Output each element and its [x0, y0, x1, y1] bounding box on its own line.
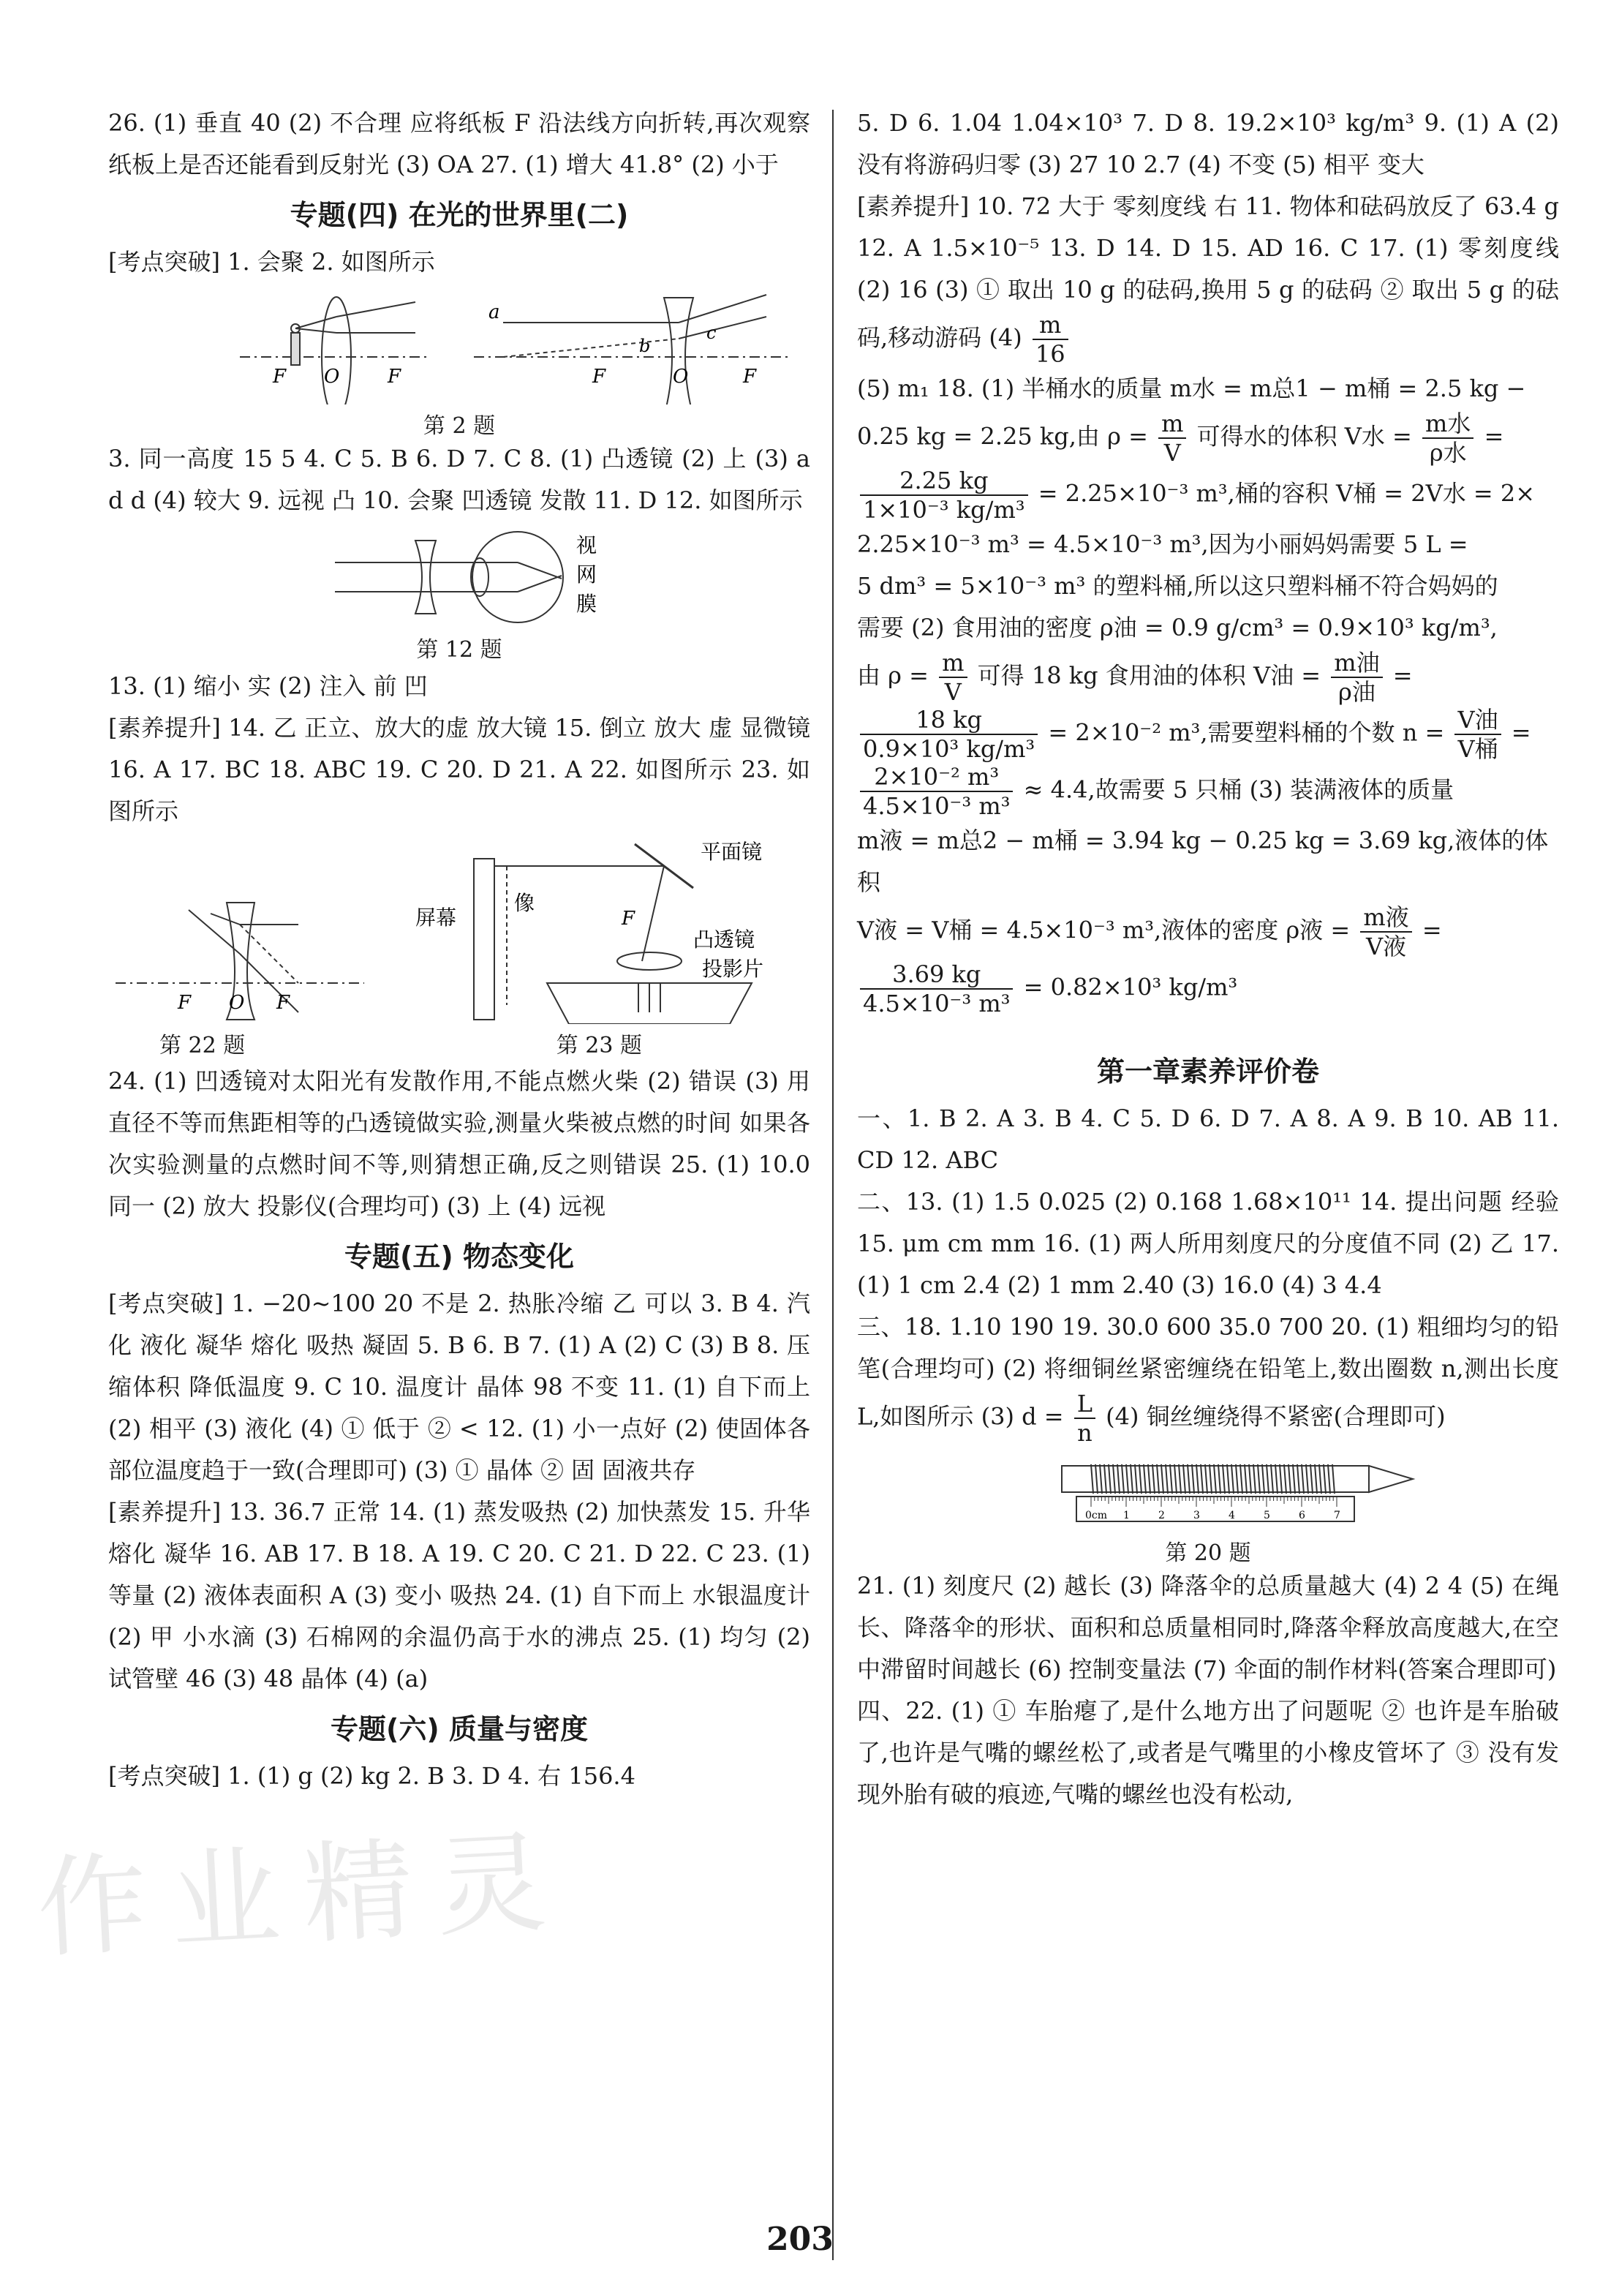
chapter-1-title: 第一章素养评价卷 [1096, 1055, 1319, 1088]
fig23-image-label: 像 [514, 891, 535, 915]
ruler-label: 5 [1264, 1510, 1270, 1521]
svg-text:F: F [592, 366, 606, 388]
fig12-retina-label-3: 膜 [576, 592, 597, 616]
svg-text:F: F [276, 992, 290, 1014]
svg-text:F: F [178, 992, 192, 1014]
chapter-1-part-3: 三、18. 1.10 190 19. 30.0 600 35.0 700 20. (1) 粗细均匀的铅笔(合理均可) (2) 将细铜丝紧密缠绕在铅笔上,数出圈数 n,测出长度 L,如图所示 (3) d = $\frac{L}{n}$ (4) 铜丝缠绕得不紧密(合理即可) [857, 1313, 1559, 1447]
ruler-label: 1 [1123, 1510, 1130, 1521]
calc-line-11: V液 = V桶 = 4.5×10⁻³ m³,液体的密度 ρ液 = $\frac{\text{m液}}{\text{V液}}$ = [857, 903, 1442, 960]
section-4-key-points: [考点突破] 1. 会聚 2. 如图所示 [108, 248, 435, 276]
improvement-text: [素养提升] 10. 72 大于 零刻度线 右 11. 物体和砝码放反了 63.4 g 12. A 1.5×10⁻⁵ 13. D 14. D 15. AD 16. C 17. (1) 零刻度线 (2) 16 (3) ① 取出 10 g 的砝码,换用 5 g 的砝码 ② 取出 5 g 的砝码,移动游码 (4) [857, 192, 1559, 352]
figures-22-23 [108, 837, 810, 1056]
svg-text:F: F [273, 366, 287, 388]
answers-24-25: 24. (1) 凹透镜对太阳光有发散作用,不能点燃火柴 (2) 错误 (3) 用直径不等而焦距相等的凸透镜做实验,测量火柴被点燃的时间 如果各次实验测量的点燃时间不等,则猜想正确,反之则错误 25. (1) 10.0 同一 (2) 放大 投影仪(合理均可) (3) 上 (4) 远视 [108, 1067, 810, 1220]
section-6-title: 专题(六) 质量与密度 [331, 1713, 588, 1745]
calc-line-12: $\frac{3.69 kg}{\text{4.5×10⁻³ m³}}$ = 0.82×10³ kg/m³ [857, 960, 1559, 1017]
calc-line-5: 5 dm³ = 5×10⁻³ m³ 的塑料桶,所以这只塑料桶不符合妈妈的 [857, 572, 1498, 600]
answers-3-12: 3. 同一高度 15 5 4. C 5. B 6. D 7. C 8. (1) 凸透镜 (2) 上 (3) a d d (4) 较大 9. 远视 凸 10. 会聚 凹透镜 发散 11. D 12. 如图所示 [108, 445, 810, 514]
watermark: 作业精灵 [34, 1818, 573, 1973]
svg-text:a: a [488, 301, 500, 323]
ruler-label: 3 [1193, 1510, 1200, 1521]
fig12-retina-label-1: 视 [576, 533, 597, 557]
figure-2 [108, 287, 810, 439]
ruler-label: 2 [1158, 1510, 1165, 1521]
fig23-screen-label: 屏幕 [415, 906, 457, 930]
answer-21: 21. (1) 刻度尺 (2) 越长 (3) 降落伞的总质量越大 (4) 2 4 (5) 在绳长、降落伞的形状、面积和总质量相同时,降落伞释放高度越大,在空中滞留时间越长 (6) 控制变量法 (7) 伞面的制作材料(答案合理即可) [857, 1572, 1559, 1683]
ruler-label: 6 [1299, 1510, 1305, 1521]
svg-text:O: O [229, 992, 245, 1014]
fig12-retina-label-2: 网 [576, 562, 597, 587]
chapter-1-part-1: 一、1. B 2. A 3. B 4. C 5. D 6. D 7. A 8. A 9. B 10. AB 11. CD 12. ABC [857, 1104, 1559, 1174]
page-number: 203 [766, 2221, 834, 2258]
section-5-improvement: [素养提升] 13. 36.7 正常 14. (1) 蒸发吸热 (2) 加快蒸发 15. 升华 熔化 凝华 16. AB 17. B 18. A 19. C 20. C 21. D 22. C 23. (1) 等量 (2) 液体表面积 A (3) 变小 吸热 24. (1) 自下而上 水银温度计 (2) 甲 小水滴 (3) 石棉网的余温仍高于水的沸点 25. (1) 均匀 (2) 试管壁 46 (3) 48 晶体 (4) (a) [108, 1498, 810, 1693]
section-4-title: 专题(四) 在光的世界里(二) [290, 199, 629, 231]
calc-line-6: 需要 (2) 食用油的密度 ρ油 = 0.9 g/cm³ = 0.9×10³ kg/m³, [857, 614, 1498, 641]
calc-line-4: 2.25×10⁻³ m³ = 4.5×10⁻³ m³,因为小丽妈妈需要 5 L = [857, 530, 1468, 558]
section-6-key-points: [考点突破] 1. (1) g (2) kg 2. B 3. D 4. 右 156.4 [108, 1762, 635, 1790]
column-divider [832, 110, 834, 2260]
svg-text:F: F [622, 908, 635, 930]
calc-line-1: (5) m₁ 18. (1) 半桶水的质量 m水 = m总1 − m桶 = 2.5 kg − [857, 374, 1526, 402]
figure-20-caption: 第 20 题 [1165, 1540, 1251, 1566]
ruler-label: 7 [1334, 1510, 1340, 1521]
chapter-1-part-2: 二、13. (1) 1.5 0.025 (2) 0.168 1.68×10¹¹ 14. 提出问题 经验 15. μm cm mm 16. (1) 两人所用刻度尺的分度值不同 (2) 乙 17. (1) 1 cm 2.4 (2) 1 mm 2.40 (3) 16.0 (4) 3 4.4 [857, 1188, 1559, 1299]
answers-5-9: 5. D 6. 1.04 1.04×10³ 7. D 8. 19.2×10³ kg/m³ 9. (1) A (2) 没有将游码归零 (3) 27 10 2.7 (4) 不变 (5) 相平 变大 [857, 109, 1559, 178]
answers-26-27: 26. (1) 垂直 40 (2) 不合理 应将纸板 F 沿法线方向折转,再次观察纸板上是否还能看到反射光 (3) OA 27. (1) 增大 41.8° (2) 小于 [108, 109, 810, 178]
svg-text:c: c [706, 323, 717, 343]
figure-12 [108, 526, 810, 661]
section-5-key-points: [考点突破] 1. −20~100 20 不是 2. 热胀冷缩 乙 可以 3. B 4. 汽化 液化 凝华 熔化 吸热 凝固 5. B 6. B 7. (1) A (2) C (3) B 8. 压缩体积 降低温度 9. C 10. 温度计 晶体 98 不变 11. (1) 自下而上 (2) 相平 (3) 液化 (4) ① 低于 ② < 12. (1) 小一点好 (2) 使固体各部位温度趋于一致(合理即可) (3) ① 晶体 ② 固 固液共存 [108, 1290, 810, 1484]
fraction-m-16: $\frac{m}{16}$ [1033, 311, 1068, 368]
calc-line-7: 由 ρ = $\frac{m}{V}$ 可得 18 kg 食用油的体积 V油 = $\frac{\text{m油}}{\text{ρ油}}$ = [857, 649, 1413, 706]
calc-line-3: $\frac{2.25 kg}{\text{1×10⁻³ kg/m³}}$ = 2.25×10⁻³ m³,桶的容积 V桶 = 2V水 = 2× [857, 467, 1559, 524]
fig23-slide-label: 投影片 [702, 957, 764, 981]
figure-12-diagram [108, 526, 810, 628]
figure-2-caption: 第 2 题 [423, 413, 496, 439]
right-column [857, 102, 1559, 1815]
calc-line-8: $\frac{18 kg}{\text{0.9×10³ kg/m³}}$ = 2×10⁻² m³,需要塑料桶的个数 n = $\frac{\text{V油}}{\text{V桶}}$ = [857, 706, 1559, 763]
figure-12-caption: 第 12 题 [416, 637, 502, 663]
section-5-title: 专题(五) 物态变化 [344, 1241, 574, 1273]
section-6-improvement [857, 186, 1559, 368]
answer-22: 四、22. (1) ① 车胎瘪了,是什么地方出了问题呢 ② 也许是车胎破了,也许是气嘴的螺丝松了,或者是气嘴里的小橡皮管坏了 ③ 没有发现外胎有破的痕迹,气嘴的螺丝也没有松动, [857, 1697, 1559, 1808]
figures-22-23-diagram [108, 837, 810, 1024]
svg-text:b: b [639, 336, 651, 356]
calc-line-2: 0.25 kg = 2.25 kg,由 ρ = $\frac{m}{V}$ 可得水的体积 V水 = $\frac{\text{m水}}{\text{ρ水}}$ = [857, 410, 1504, 467]
figure-20 [857, 1451, 1559, 1566]
fig23-mirror-label: 平面镜 [701, 840, 763, 864]
svg-text:F: F [388, 366, 401, 388]
calc-line-9: $\frac{\text{2×10⁻² m³}}{\text{4.5×10⁻³ m³}}$ ≈ 4.4,故需要 5 只桶 (3) 装满液体的质量 [857, 763, 1559, 820]
figure-22-caption: 第 22 题 [159, 1033, 246, 1058]
calc-line-10: m液 = m总2 − m桶 = 3.94 kg − 0.25 kg = 3.69 kg,液体的体积 [857, 827, 1549, 896]
left-column [108, 102, 810, 1797]
answers-14-23: [素养提升] 14. 乙 正立、放大的虚 放大镜 15. 倒立 放大 虚 显微镜 16. A 17. BC 18. ABC 19. C 20. D 21. A 22. 如图所示 23. 如图所示 [108, 714, 810, 825]
fig23-lens-label: 凸透镜 [693, 927, 755, 952]
figure-2-diagram [108, 287, 810, 404]
svg-text:O: O [673, 366, 689, 388]
ruler-label: 4 [1229, 1510, 1235, 1521]
figure-20-diagram [857, 1451, 1559, 1532]
figure-23-caption: 第 23 题 [556, 1033, 642, 1058]
svg-text:F: F [743, 366, 757, 388]
svg-text:O: O [324, 366, 340, 388]
answer-13: 13. (1) 缩小 实 (2) 注入 前 凹 [108, 672, 428, 700]
ruler-label: 0cm [1085, 1510, 1108, 1521]
